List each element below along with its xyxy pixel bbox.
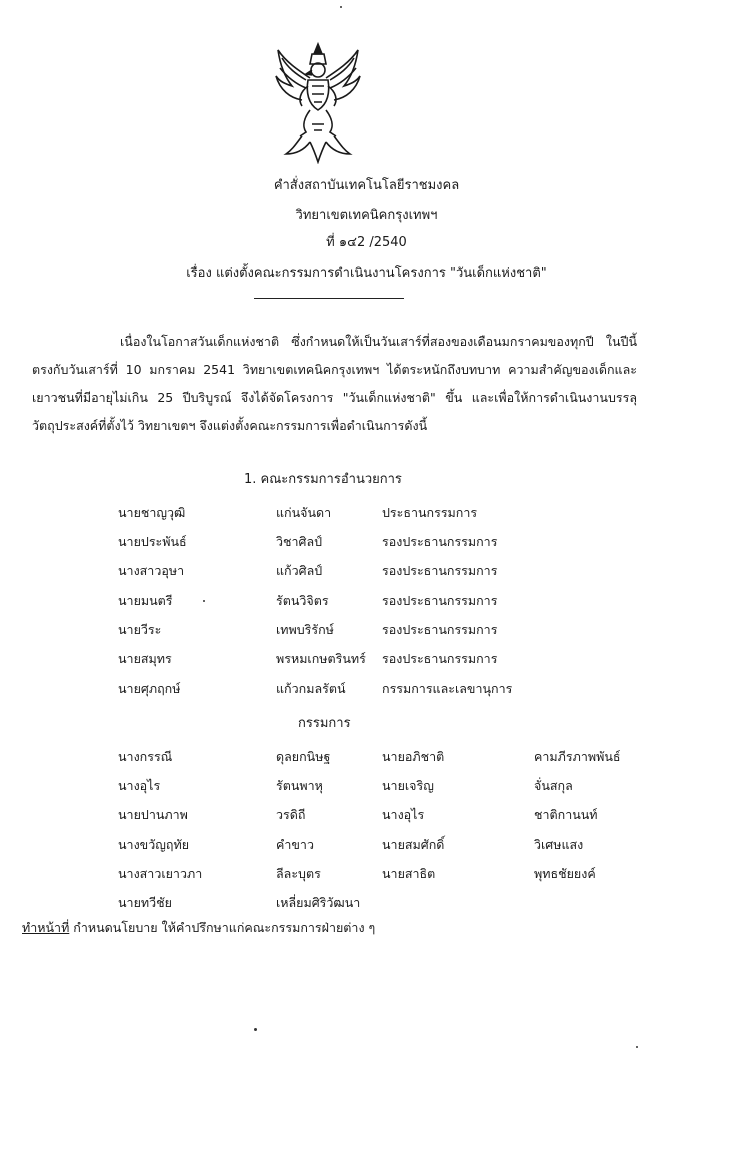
member-last-name: วิชาศิลป์ — [276, 534, 323, 549]
member-last-name: เหลี่ยมศิริวัฒนา — [276, 895, 361, 910]
duty-text: กำหนดนโยบาย ให้คำปรึกษาแก่คณะกรรมการฝ่ายต่าง ๆ — [69, 920, 376, 935]
member-first-name: นายอภิชาติ — [382, 749, 445, 764]
member-last-name: จั่นสกุล — [534, 778, 573, 793]
campus-name: วิทยาเขตเทคนิคกรุงเทพฯ — [295, 208, 438, 223]
member-first-name: นายชาญวุฒิ — [118, 505, 186, 520]
member-last-name: ดุลยกนิษฐ — [276, 749, 331, 764]
member-first-name: นายเจริญ — [382, 778, 434, 793]
member-last-name: เทพบริรักษ์ — [276, 622, 334, 637]
member-role: รองประธานกรรมการ — [382, 593, 498, 608]
member-first-name: นายสมศักดิ์ — [382, 837, 445, 852]
member-last-name: วรดิถี — [276, 807, 306, 822]
member-last-name: คำขาว — [276, 837, 314, 852]
member-row — [0, 864, 733, 888]
member-role: รองประธานกรรมการ — [382, 534, 498, 549]
order-title: คำสั่งสถาบันเทคโนโลยีราชมงคล — [273, 178, 460, 193]
member-first-name: นายมนตรี — [118, 593, 173, 608]
member-last-name: แก่นจันดา — [276, 505, 332, 520]
member-last-name: พุทธชัยยงค์ — [534, 866, 596, 881]
scan-speck — [254, 1028, 257, 1031]
duty-statement — [22, 918, 375, 938]
garuda-emblem — [272, 40, 364, 164]
member-last-name: แก้วศิลป์ — [276, 563, 323, 578]
body-paragraph: เนื่องในโอกาสวันเด็กแห่งชาติ ซึ่งกำหนดให้เป็นวันเสาร์ที่สองของเดือนมกราคมของทุกปี ในปีนี้ตรงกับวันเสาร์ที่ 10 มกราคม 2541 วิทยาเขตเทคนิคกรุงเทพฯ ได้ตระหนักถึงบทบาท ความสำคัญของเด็กและเยาวชนที่มีอายุไม่เกิน 25 ปีบริบูรณ์ จึงได้จัดโครงการ "วันเด็กแห่งชาติ" ขึ้น และเพื่อให้การดำเนินงานบรรลุวัตถุประสงค์ที่ตั้งไว้ วิทยาเขตฯ จึงแต่งตั้งคณะกรรมการเพื่อดำเนินการดังนี้ — [32, 334, 637, 433]
member-role: รองประธานกรรมการ — [382, 651, 498, 666]
member-role: ประธานกรรมการ — [382, 505, 478, 520]
member-role: กรรมการและเลขานุการ — [382, 681, 513, 696]
committee-title: 1. คณะกรรมการอำนวยการ — [244, 472, 402, 487]
member-last-name: รัตนวิจิตร — [276, 593, 329, 608]
member-first-name: นายทวีชัย — [118, 895, 172, 910]
member-first-name: นายสาธิต — [382, 866, 436, 881]
scan-speck — [340, 6, 342, 8]
member-last-name: วิเศษแสง — [534, 837, 584, 852]
committee-row — [0, 591, 733, 615]
member-first-name: นายประพันธ์ — [118, 534, 187, 549]
member-row — [0, 776, 733, 800]
member-first-name: นางสาวอุษา — [118, 563, 185, 578]
committee-row — [0, 620, 733, 644]
committee-row — [0, 679, 733, 703]
divider-line — [254, 298, 404, 299]
member-row — [0, 893, 733, 917]
member-row — [0, 747, 733, 771]
subject-line: เรื่อง แต่งตั้งคณะกรรมการดำเนินงานโครงการ "วันเด็กแห่งชาติ" — [186, 266, 547, 281]
scan-speck — [203, 600, 205, 602]
member-last-name: ชาติกานนท์ — [534, 807, 598, 822]
member-role: รองประธานกรรมการ — [382, 622, 498, 637]
committee-row — [0, 503, 733, 527]
duty-label: ทำหน้าที่ — [22, 920, 70, 935]
member-first-name: นายวีระ — [118, 622, 162, 637]
member-last-name: แก้วกมลรัตน์ — [276, 681, 346, 696]
member-first-name: นางกรรณี — [118, 749, 173, 764]
member-first-name: นางขวัญฤทัย — [118, 837, 190, 852]
member-role: รองประธานกรรมการ — [382, 563, 498, 578]
member-first-name: นายศุภฤกษ์ — [118, 681, 181, 696]
members-title: กรรมการ — [298, 716, 351, 731]
member-last-name: พรหมเกษตรินทร์ — [276, 651, 366, 666]
committee-row — [0, 649, 733, 673]
member-last-name: รัตนพาหุ — [276, 778, 323, 793]
member-first-name: นางอุไร — [118, 778, 161, 793]
member-row — [0, 835, 733, 859]
member-first-name: นายสมุทร — [118, 651, 172, 666]
scan-speck — [636, 1046, 638, 1048]
member-first-name: นางสาวเยาวภา — [118, 866, 203, 881]
member-first-name: นายปานภาพ — [118, 807, 188, 822]
committee-row — [0, 532, 733, 556]
member-row — [0, 805, 733, 829]
member-first-name: นางอุไร — [382, 807, 425, 822]
order-number: ที่ ๑๔2 /2540 — [326, 235, 407, 250]
member-last-name: ลีละบุตร — [276, 866, 321, 881]
committee-row — [0, 561, 733, 585]
member-last-name: คามภีรภาพพันธ์ — [534, 749, 621, 764]
